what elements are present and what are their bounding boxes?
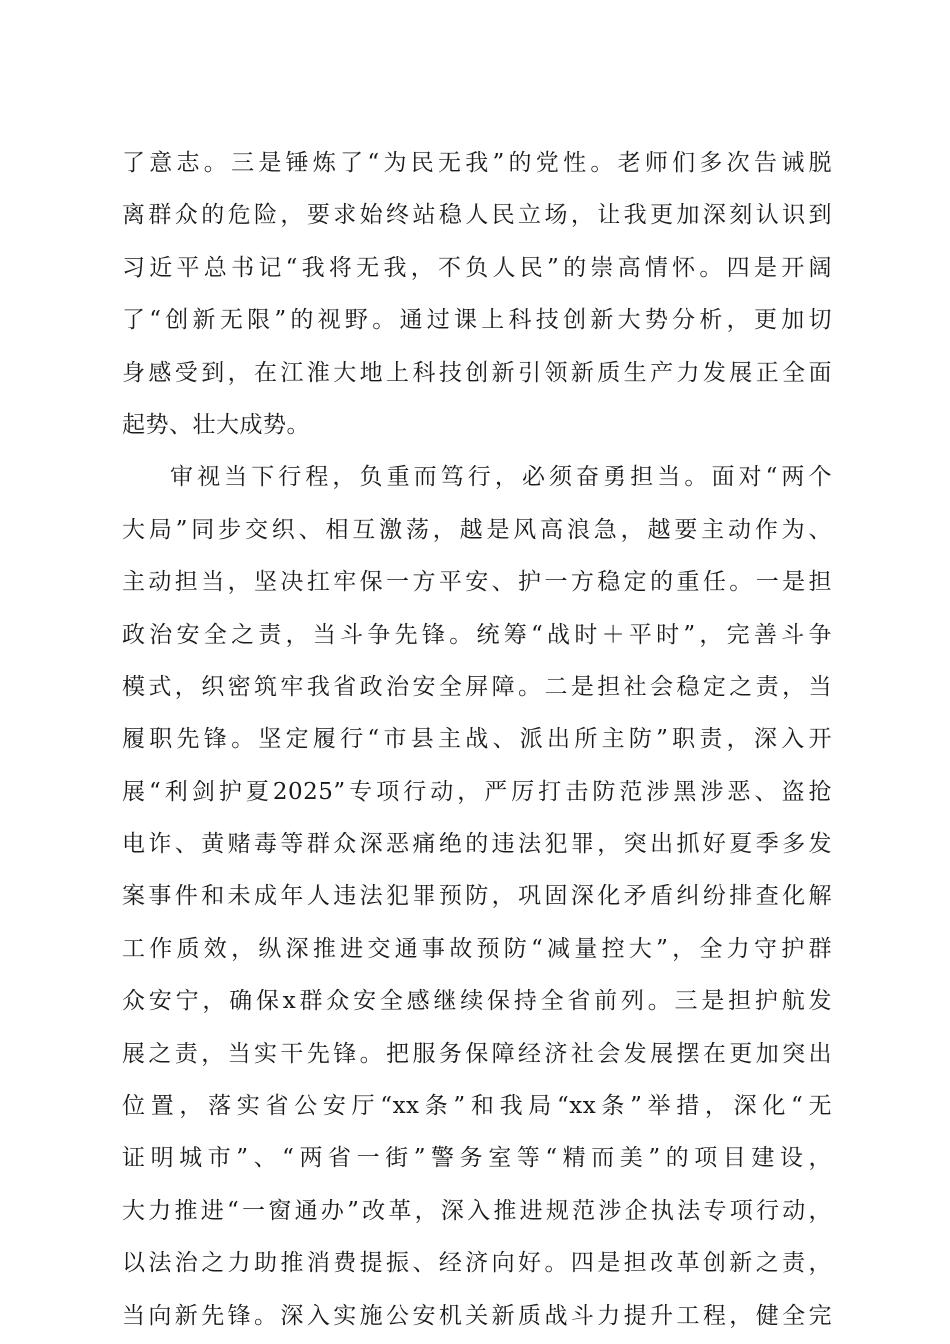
text-line: 证明城市”、“两省一街”警务室等“精而美”的项目建设， [122, 1145, 832, 1172]
text-line: 审视当下行程，负重而笃行，必须奋勇担当。面对“两个 [170, 464, 832, 491]
text-line: 起势、壮大成势。 [122, 411, 310, 438]
text-line: 案事件和未成年人违法犯罪预防，巩固深化矛盾纠纷排查化解 [122, 883, 832, 910]
text-line: 习近平总书记“我将无我，不负人民”的崇高情怀。四是开阔 [122, 254, 832, 281]
paragraph-1 [122, 137, 832, 451]
text-line: 位置，落实省公安厅“xx条”和我局“xx条”举措，深化“无 [122, 1093, 832, 1120]
text-line: 展“利剑护夏2025”专项行动，严厉打击防范涉黑涉恶、盗抢 [122, 778, 832, 805]
text-line: 众安宁，确保x群众安全感继续保持全省前列。三是担护航发 [122, 988, 832, 1015]
text-line: 了意志。三是锤炼了“为民无我”的党性。老师们多次告诫脱 [122, 150, 832, 176]
text-line: 离群众的危险，要求始终站稳人民立场，让我更加深刻认识到 [122, 202, 832, 229]
text-line: 大局”同步交织、相互激荡，越是风高浪急，越要主动作为、 [122, 516, 832, 543]
text-line: 政治安全之责，当斗争先锋。统筹“战时＋平时”，完善斗争 [122, 621, 832, 648]
text-line: 大力推进“一窗通办”改革，深入推进规范涉企执法专项行动， [122, 1197, 832, 1224]
text-line: 身感受到，在江淮大地上科技创新引领新质生产力发展正全面 [122, 359, 832, 386]
text-line: 工作质效，纵深推进交通事故预防“减量控大”，全力守护群 [122, 935, 832, 962]
body-text [122, 137, 832, 1342]
text-line: 展之责，当实干先锋。把服务保障经济社会发展摆在更加突出 [122, 1040, 832, 1067]
text-line: 了“创新无限”的视野。通过课上科技创新大势分析，更加切 [122, 307, 832, 334]
text-line: 主动担当，坚决扛牢保一方平安、护一方稳定的重任。一是担 [122, 569, 832, 596]
text-line: 以法治之力助推消费提振、经济向好。四是担改革创新之责， [122, 1250, 832, 1277]
text-line: 履职先锋。坚定履行“市县主战、派出所主防”职责，深入开 [122, 726, 832, 753]
text-line: 模式，织密筑牢我省政治安全屏障。二是担社会稳定之责，当 [122, 673, 832, 700]
paragraph-2 [122, 451, 832, 1342]
text-line: 电诈、黄赌毒等群众深恶痛绝的违法犯罪，突出抓好夏季多发 [122, 831, 832, 858]
text-line: 当向新先锋。深入实施公安机关新质战斗力提升工程，健全完 [122, 1302, 832, 1329]
